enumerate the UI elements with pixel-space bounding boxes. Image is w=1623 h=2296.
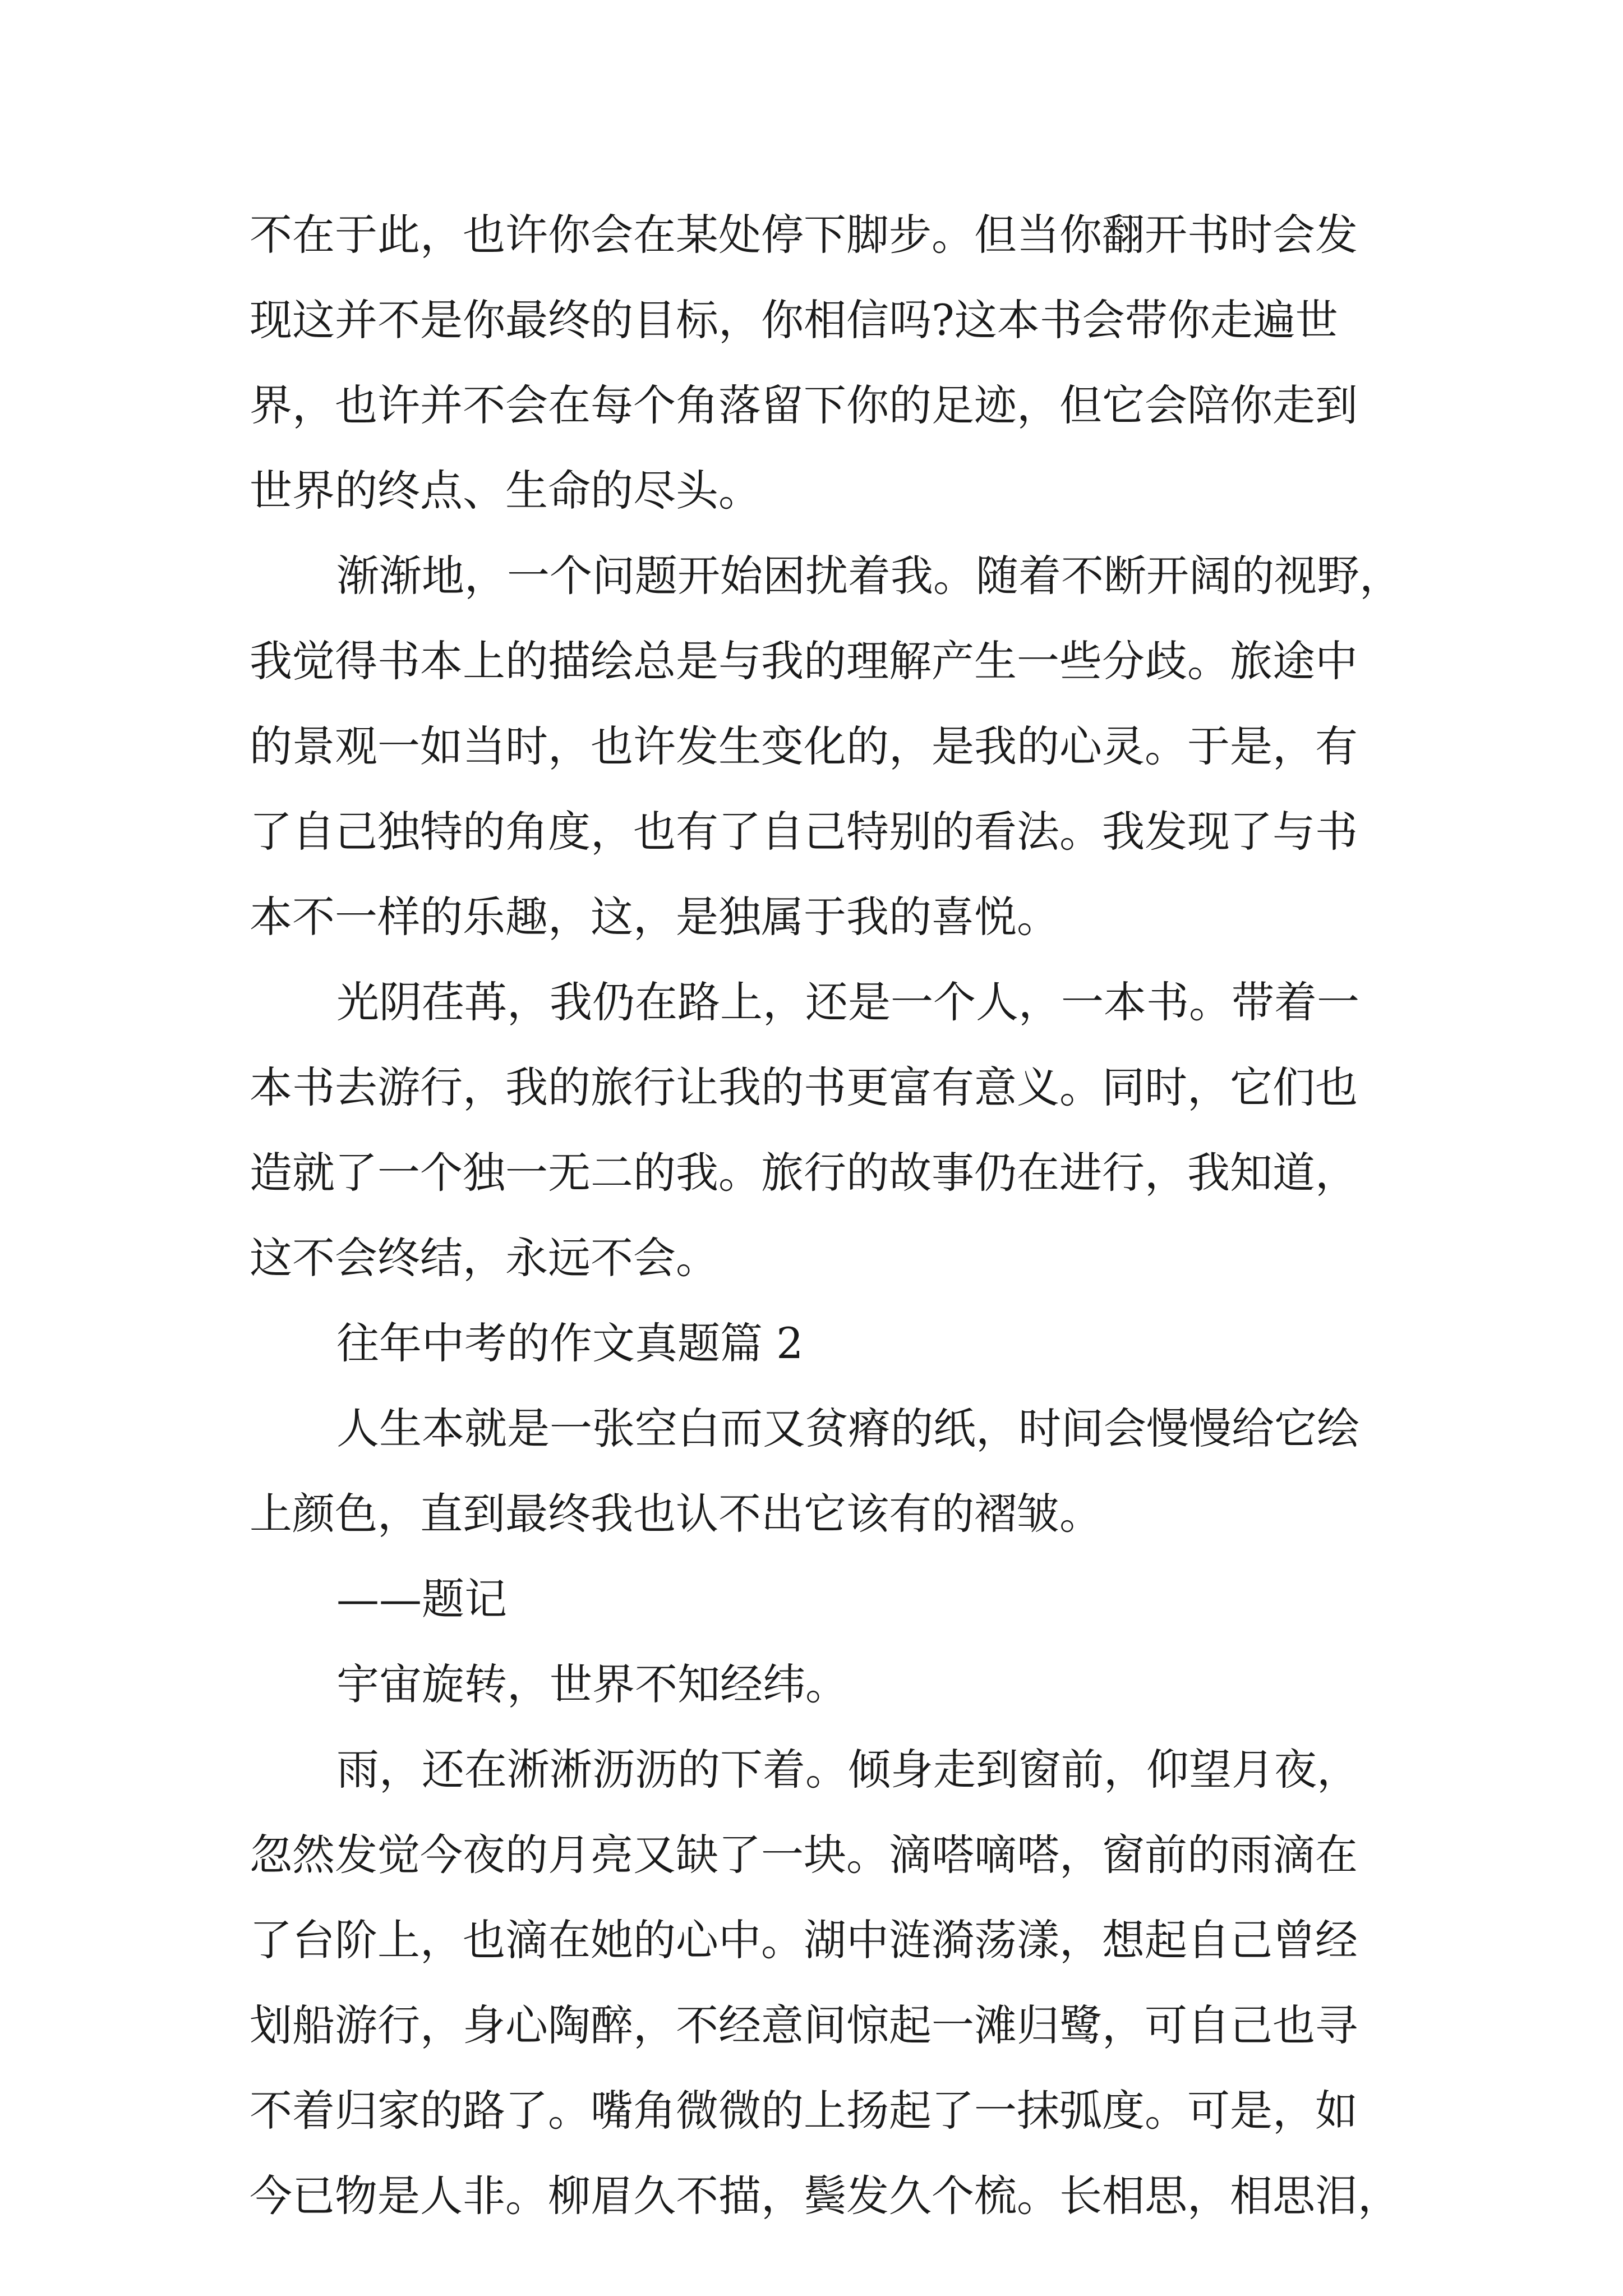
text-line: 忽然发觉今夜的月亮又缺了一块。滴嗒嘀嗒，窗前的雨滴在 — [250, 1830, 1358, 1880]
text-line: 界，也许并不会在每个角落留下你的足迹，但它会陪你走到 — [250, 380, 1358, 430]
paragraph-first-line: 渐渐地，一个问题开始困扰着我。随着不断开阔的视野， — [336, 551, 1402, 601]
text-line: 今已物是人非。柳眉久不描，鬓发久个梳。长相思，相思泪， — [250, 2171, 1400, 2221]
text-line: 不着归家的路了。嘴角微微的上扬起了一抹弧度。可是，如 — [250, 2086, 1358, 2136]
text-line: 了自己独特的角度，也有了自己特别的看法。我发现了与书 — [250, 807, 1358, 857]
text-line: 了台阶上，也滴在她的心中。湖中涟漪荡漾，想起自己曾经 — [250, 1915, 1358, 1965]
text-line: 本书去游行，我的旅行让我的书更富有意义。同时，它们也 — [250, 1062, 1358, 1112]
text-line: 我觉得书本上的描绘总是与我的理解产生一些分歧。旅途中 — [250, 636, 1358, 686]
text-line: 世界的终点、生命的尽头。 — [250, 466, 761, 516]
epigraph-attribution: ——题记 — [336, 1574, 507, 1624]
text-line: 上颜色，直到最终我也认不出它该有的褶皱。 — [250, 1489, 1102, 1539]
text-line: 不在于此，也许你会在某处停下脚步。但当你翻开书时会发 — [250, 210, 1358, 260]
paragraph-first-line: 宇宙旋转，世界不知经纬。 — [336, 1659, 848, 1709]
text-line: 划船游行，身心陶醉，不经意间惊起一滩归鹭，可自己也寻 — [250, 2000, 1358, 2050]
paragraph-first-line: 雨，还在淅淅沥沥的下着。倾身走到窗前，仰望月夜， — [336, 1745, 1359, 1795]
text-line: 现这并不是你最终的目标，你相信吗?这本书会带你走遍世 — [250, 295, 1338, 345]
text-line: 造就了一个独一无二的我。旅行的故事仍在进行，我知道， — [250, 1148, 1358, 1198]
paragraph-first-line: 光阴荏苒，我仍在路上，还是一个人，一本书。带着一 — [336, 977, 1359, 1027]
text-line: 这不会终结，永远不会。 — [250, 1233, 718, 1283]
paragraph-first-line: 人生本就是一张空白而又贫瘠的纸，时间会慢慢给它绘 — [336, 1404, 1359, 1453]
text-line: 本不一样的乐趣，这，是独属于我的喜悦。 — [250, 892, 1059, 942]
text-line: 的景观一如当时，也许发生变化的，是我的心灵。于是，有 — [250, 721, 1358, 771]
section-heading: 往年中考的作文真题篇 2 — [336, 1318, 804, 1368]
